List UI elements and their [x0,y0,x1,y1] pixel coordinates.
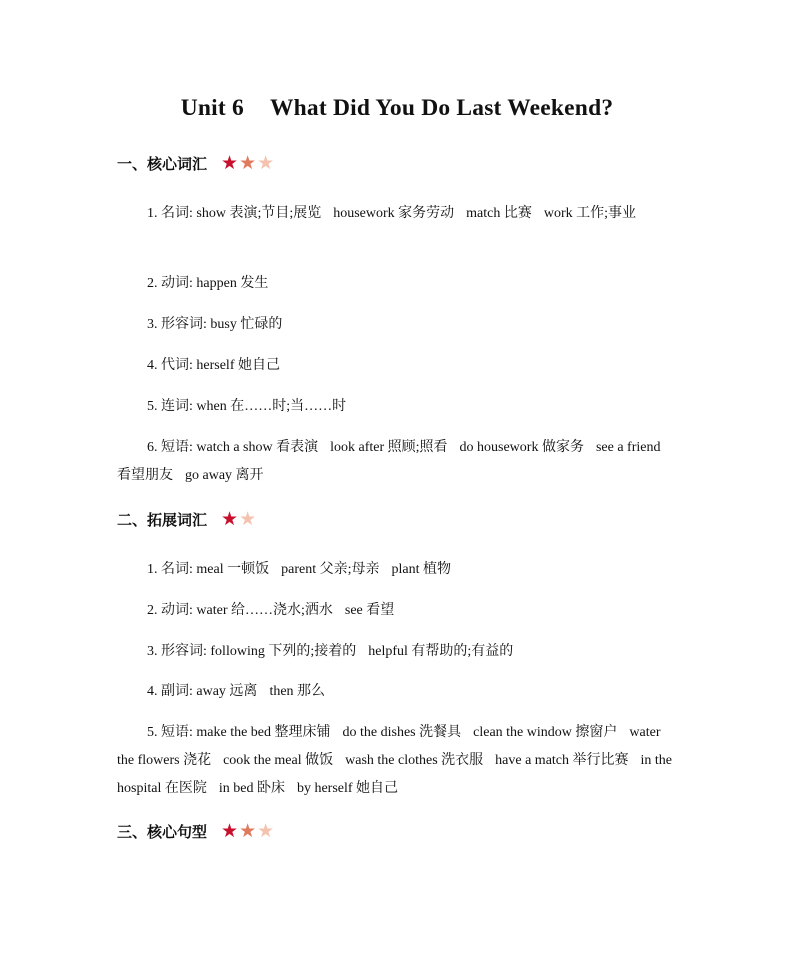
vocab-item: 3. 形容词: following 下列的;接着的 helpful 有帮助的;有益的 [147,644,514,659]
vocab-item: 5. 短语: make the bed 整理床铺 do the dishes 洗餐具 clean the window 擦窗户 water the flowers 浇花 cook the meal 做饭 wash the clothes 洗衣服 have a match 举行比赛 in the hospital 在医院 in bed 卧床 by herself 她自己 [117,725,673,796]
vocab-item: 1. 名词: meal 一顿饭 parent 父亲;母亲 plant 植物 [147,562,451,577]
difficulty-stars [221,510,257,529]
vocab-item: 4. 代词: herself 她自己 [147,358,280,373]
star-icon: ★ [239,152,257,174]
star-icon: ★ [239,820,257,842]
page-title [0,95,794,122]
section-heading-core-vocab: 一、核心词汇 ★ ★ ★ [117,152,275,174]
difficulty-stars [221,154,275,173]
unit-label: Unit 6 [180,95,244,121]
star-icon: ★ [221,820,239,842]
star-icon: ★ [221,152,239,174]
star-icon: ★ [239,508,257,530]
vocab-item: 5. 连词: when 在……时;当……时 [147,399,347,414]
unit-title: What Did You Do Last Weekend? [269,95,614,121]
vocab-item: 2. 动词: water 给……浇水;洒水 see 看望 [147,603,395,618]
star-icon: ★ [221,508,239,530]
star-icon: ★ [257,820,275,842]
vocab-item: 3. 形容词: busy 忙碌的 [147,317,283,332]
star-icon: ★ [257,152,275,174]
section-heading-extended-vocab: 二、拓展词汇 ★ ★ [117,508,257,530]
vocab-item: 1. 名词: show 表演;节目;展览 housework 家务劳动 match 比赛 work 工作;事业 [147,206,637,221]
vocab-item: 6. 短语: watch a show 看表演 look after 照顾;照看 do housework 做家务 see a friend 看望朋友 go away 离开 [117,440,661,483]
difficulty-stars [221,822,275,841]
vocab-item: 4. 副词: away 远离 then 那么 [147,684,326,699]
section-heading-core-sentences: 三、核心句型 ★ ★ ★ [117,820,275,842]
vocab-item: 2. 动词: happen 发生 [147,276,269,291]
